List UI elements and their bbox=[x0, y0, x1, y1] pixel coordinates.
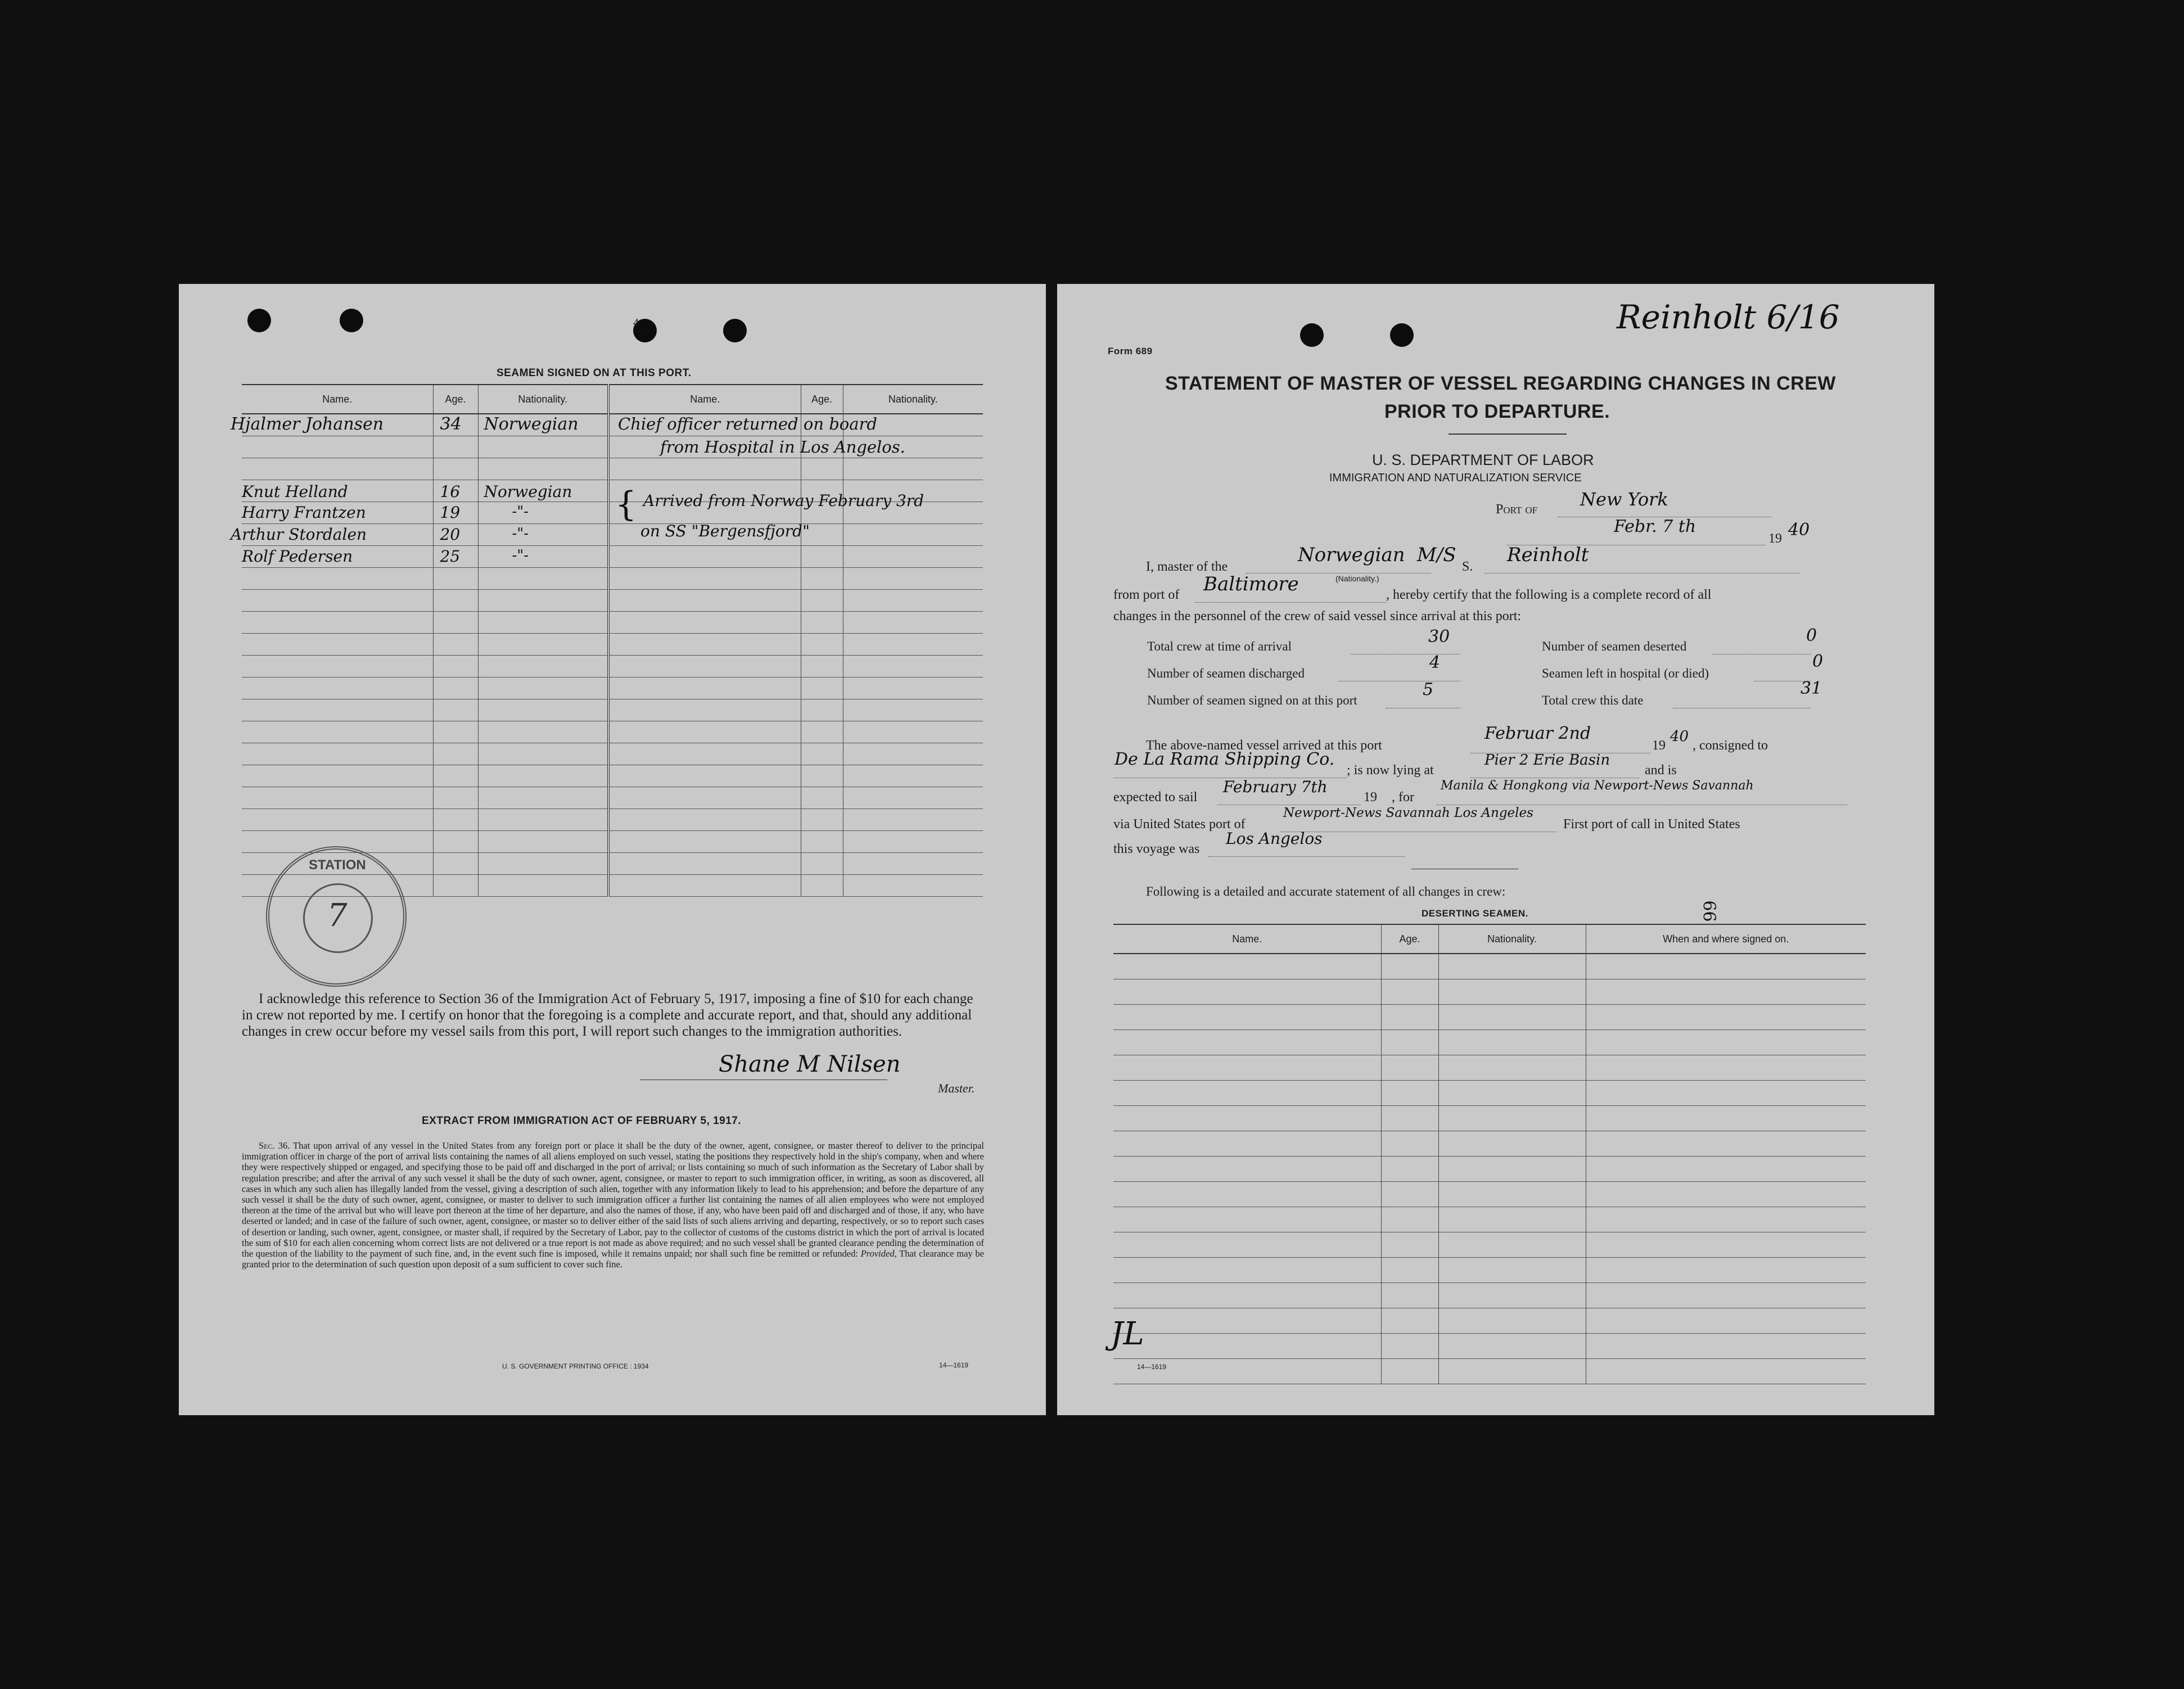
remark-line: on SS "Bergensfjord" bbox=[640, 522, 810, 540]
form-number: Form 689 bbox=[1108, 346, 1153, 356]
form-title-line1: STATEMENT OF MASTER OF VESSEL REGARDING CHANGES IN CREW bbox=[1165, 373, 1836, 394]
from-port-value: Baltimore bbox=[1203, 573, 1299, 595]
header-handwritten-note: Reinholt 6/16 bbox=[1617, 298, 1840, 336]
extract-title: EXTRACT FROM IMMIGRATION ACT OF FEBRUARY 5, 1917. bbox=[422, 1115, 742, 1127]
voyage-label: this voyage was bbox=[1113, 842, 1200, 856]
right-page bbox=[1057, 284, 1934, 1415]
via-value: Newport-News Savannah Los Angeles bbox=[1283, 806, 1533, 820]
seaman-age: 19 bbox=[440, 503, 461, 522]
stamp-center bbox=[303, 883, 373, 953]
table-row bbox=[242, 414, 983, 436]
header-nationality: Nationality. bbox=[843, 385, 983, 414]
table-row bbox=[1113, 1005, 1866, 1030]
table-body bbox=[1113, 954, 1866, 1384]
extract-text bbox=[242, 1140, 984, 1270]
extract-proviso: That clearance may be granted prior to the determination of such question upon deposit of a sum sufficient to cover such fine. bbox=[242, 1248, 985, 1270]
arrived-label: The above-named vessel arrived at this port bbox=[1146, 738, 1382, 753]
punch-hole bbox=[1300, 323, 1324, 347]
left-page bbox=[179, 284, 1046, 1415]
table-row bbox=[1113, 1359, 1866, 1384]
arrived-year-prefix: 19 bbox=[1652, 738, 1666, 753]
punch-hole bbox=[340, 309, 363, 332]
year-value: 40 bbox=[1788, 520, 1810, 540]
seaman-name: Harry Frantzen bbox=[242, 503, 366, 522]
arrived-value: Februar 2nd bbox=[1484, 724, 1591, 743]
following-text: Following is a detailed and accurate statement of all changes in crew: bbox=[1146, 884, 1506, 898]
remark-line: Arrived from Norway February 3rd bbox=[643, 491, 924, 510]
table-row bbox=[242, 590, 983, 612]
deserted-field bbox=[1712, 637, 1811, 654]
date-value: Febr. 7 th bbox=[1614, 517, 1696, 536]
stamp-number: 7 bbox=[327, 897, 348, 934]
header-age: Age. bbox=[1381, 924, 1438, 954]
table-title: SEAMEN SIGNED ON AT THIS PORT. bbox=[497, 367, 692, 379]
side-number: 66 bbox=[1699, 900, 1719, 922]
seaman-name: Hjalmer Johansen bbox=[231, 414, 384, 434]
consigned-label: , consigned to bbox=[1693, 738, 1768, 753]
table-row bbox=[242, 699, 983, 721]
header-age: Age. bbox=[801, 385, 843, 414]
table-body bbox=[231, 414, 983, 897]
discharged-value: 4 bbox=[1429, 653, 1441, 672]
certify-text: , hereby certify that the following is a complete record of all bbox=[1386, 588, 1712, 602]
table-row bbox=[242, 502, 983, 524]
and-is: and is bbox=[1645, 763, 1677, 778]
header-name: Name. bbox=[608, 385, 801, 414]
seaman-age: 34 bbox=[440, 414, 462, 434]
punch-hole bbox=[1390, 323, 1414, 347]
table-row bbox=[242, 458, 983, 480]
total-date-value: 31 bbox=[1801, 679, 1822, 698]
title-rule bbox=[1449, 433, 1567, 435]
form-title-line2: PRIOR TO DEPARTURE. bbox=[1384, 401, 1610, 422]
table-row bbox=[1113, 1131, 1866, 1157]
master-label: Master. bbox=[938, 1081, 975, 1095]
expected-value: February 7th bbox=[1223, 778, 1328, 796]
voyage-value: Los Angelos bbox=[1226, 829, 1323, 848]
service: IMMIGRATION AND NATURALIZATION SERVICE bbox=[1329, 472, 1582, 484]
seaman-name: Rolf Pedersen bbox=[242, 547, 353, 566]
seaman-name: Knut Helland bbox=[242, 482, 348, 501]
vessel-type: M/S bbox=[1417, 544, 1456, 566]
expected-year: 19 bbox=[1364, 790, 1377, 805]
extract-section: Sec. 36. bbox=[259, 1140, 290, 1151]
certify-text-2: changes in the personnel of the crew of said vessel since arrival at this port: bbox=[1113, 609, 1522, 624]
total-arrival-label: Total crew at time of arrival bbox=[1147, 639, 1292, 653]
seaman-nationality: Norwegian bbox=[484, 414, 579, 434]
hospital-label: Seamen left in hospital (or died) bbox=[1542, 666, 1709, 680]
table-row bbox=[242, 743, 983, 765]
deserted-label: Number of seamen deserted bbox=[1542, 639, 1687, 653]
signed-on-value: 5 bbox=[1423, 680, 1434, 699]
table-row bbox=[242, 721, 983, 743]
from-port-label: from port of bbox=[1113, 588, 1180, 602]
seamen-signed-table bbox=[231, 384, 983, 897]
department: U. S. DEPARTMENT OF LABOR bbox=[1372, 451, 1594, 468]
for-value: Manila & Hongkong via Newport-News Savannah bbox=[1441, 779, 1754, 793]
form-code: 14—1619 bbox=[939, 1361, 969, 1369]
expected-label: expected to sail bbox=[1113, 790, 1198, 805]
master-signature: Shane M Nilsen bbox=[719, 1051, 901, 1077]
page-number: 4 bbox=[633, 317, 639, 329]
punch-hole bbox=[723, 319, 747, 342]
total-date-field bbox=[1673, 691, 1811, 708]
arrived-year: 40 bbox=[1670, 728, 1689, 745]
header-when-where: When and where signed on. bbox=[1586, 924, 1866, 954]
certification-text: I acknowledge this reference to Section 36 of the Immigration Act of February 5, 1917, imposing a fine of $10 for each change in crew not reported by me. I certify on honor that the foregoing is a complete and accurate report, and that, should any additional changes in crew occur before my vessel sails from this port, I will report such changes to the immigration authorities. bbox=[242, 991, 973, 1039]
deserting-seamen-table bbox=[1113, 924, 1866, 1384]
printer-line: U. S. GOVERNMENT PRINTING OFFICE : 1934 bbox=[502, 1362, 649, 1370]
table-row bbox=[242, 809, 983, 831]
brace: { bbox=[615, 485, 637, 524]
table-row bbox=[242, 634, 983, 656]
year-prefix: 19 bbox=[1768, 531, 1782, 546]
first-port-label: First port of call in United States bbox=[1563, 817, 1740, 832]
vessel-name: Reinholt bbox=[1507, 544, 1589, 566]
table-row bbox=[242, 524, 983, 546]
extract-body: That upon arrival of any vessel in the United States from any foreign port or place it shall be the duty of the owner, agent, consignee, or master thereof to deliver to the principal immigration officer in charge of the port of arrival lists containing the names of all aliens employed on such vessel, stating the positions they respectively hold in the ship's company, when and where they were respectively shipped or engaged, and specifying those to be paid off and discharged in the port of arrival; or lists containing so much of such information as the Secretary of Labor shall by regulation prescribe; and after the arrival of any such vessel it shall be the duty of such owner, agent, consignee, or master to report to such immigration officer, in writing, as soon as discovered, all cases in which any such alien has illegally landed from the vessel, giving a description of such alien, together with any information likely to lead to his apprehension; and before the departure of any such vessel it shall be the duty of such owner, agent, consignee, or master to deliver to such immigration officer a further list containing the names of all alien employees who were not employed thereon at the time of the arrival but who will leave port thereon at the time of her departure, and also the names of those, if any, who have been paid off and discharged and of those, if any, who have deserted or landed; and in case of the failure of such owner, agent, consignee, or master so to deliver either of the said lists of such aliens arriving and departing, respectively, or so to report such cases of desertion or landing, such owner, agent, consignee, or master shall, if required by the Secretary of Labor, pay to the collector of customs of the customs district in which the port of arrival is located the sum of $10 for each alien concerning whom correct lists are not delivered or a true report is not made as above required; and no such vessel shall be granted clearance pending the determination of the question of the liability to the payment of such fine, and, in the event such fine is imposed, while it remains unpaid; nor shall such fine be remitted or refunded: bbox=[242, 1140, 984, 1259]
via-label: via United States port of bbox=[1113, 817, 1246, 832]
table-row bbox=[242, 480, 983, 502]
header-name: Name. bbox=[242, 385, 433, 414]
seaman-name: Arthur Stordalen bbox=[231, 525, 367, 544]
lying-label: ; is now lying at bbox=[1347, 763, 1434, 778]
hospital-value: 0 bbox=[1812, 652, 1824, 671]
port-value: New York bbox=[1580, 489, 1668, 510]
header-nationality: Nationality. bbox=[478, 385, 608, 414]
header-name: Name. bbox=[1113, 924, 1381, 954]
table-row bbox=[1113, 1308, 1866, 1334]
table-row bbox=[1113, 1258, 1866, 1283]
table-row bbox=[1113, 1055, 1866, 1081]
table-row bbox=[242, 656, 983, 678]
table-row bbox=[1113, 1157, 1866, 1182]
discharged-label: Number of seamen discharged bbox=[1147, 666, 1305, 680]
discharged-field bbox=[1338, 664, 1460, 681]
table-row bbox=[1113, 1081, 1866, 1106]
seaman-nationality: -"- bbox=[512, 525, 529, 542]
table-row bbox=[1113, 1283, 1866, 1308]
remark-line: Chief officer returned on board bbox=[618, 414, 877, 433]
table-row bbox=[1113, 1232, 1866, 1258]
port-label: Port of bbox=[1496, 502, 1538, 517]
consignee: De La Rama Shipping Co. bbox=[1114, 749, 1335, 769]
table-row bbox=[242, 568, 983, 590]
stamp-text: STATION bbox=[309, 857, 366, 873]
for-label: , for bbox=[1392, 790, 1414, 805]
master-of-label: I, master of the bbox=[1146, 559, 1228, 574]
deserted-value: 0 bbox=[1806, 626, 1817, 645]
table-row bbox=[1113, 1030, 1866, 1055]
header-nationality: Nationality. bbox=[1438, 924, 1586, 954]
nationality-sub: (Nationality.) bbox=[1335, 574, 1379, 583]
nationality-value: Norwegian bbox=[1298, 544, 1405, 566]
seaman-age: 16 bbox=[440, 482, 461, 501]
vessel-s: S. bbox=[1462, 559, 1473, 574]
table-row bbox=[1113, 1182, 1866, 1207]
table-row bbox=[1113, 1106, 1866, 1131]
deserting-title: DESERTING SEAMEN. bbox=[1422, 908, 1528, 919]
table-row bbox=[242, 546, 983, 568]
table-row bbox=[1113, 979, 1866, 1005]
seaman-age: 25 bbox=[440, 547, 461, 566]
table-row bbox=[1113, 1207, 1866, 1232]
lying-value: Pier 2 Erie Basin bbox=[1484, 752, 1610, 769]
signed-on-label: Number of seamen signed on at this port bbox=[1147, 693, 1357, 707]
table-row bbox=[1113, 954, 1866, 979]
table-row bbox=[242, 787, 983, 809]
remark-line: from Hospital in Los Angelos. bbox=[660, 437, 905, 457]
punch-hole bbox=[247, 309, 271, 332]
seaman-nationality: Norwegian bbox=[484, 482, 572, 501]
seaman-nationality: -"- bbox=[512, 503, 529, 520]
header-age: Age. bbox=[433, 385, 478, 414]
table-row bbox=[242, 612, 983, 634]
total-date-label: Total crew this date bbox=[1542, 693, 1644, 707]
station-stamp bbox=[266, 846, 407, 987]
table-row bbox=[242, 678, 983, 699]
table-row bbox=[1113, 1334, 1866, 1359]
seaman-age: 20 bbox=[440, 525, 461, 544]
total-arrival-value: 30 bbox=[1428, 627, 1450, 647]
seaman-nationality: -"- bbox=[512, 547, 529, 564]
form-code: 14—1619 bbox=[1137, 1363, 1167, 1371]
table-row bbox=[242, 765, 983, 787]
extract-proviso-word: Provided, bbox=[860, 1248, 897, 1259]
initials: JL bbox=[1111, 1316, 1144, 1352]
table-row bbox=[242, 436, 983, 458]
